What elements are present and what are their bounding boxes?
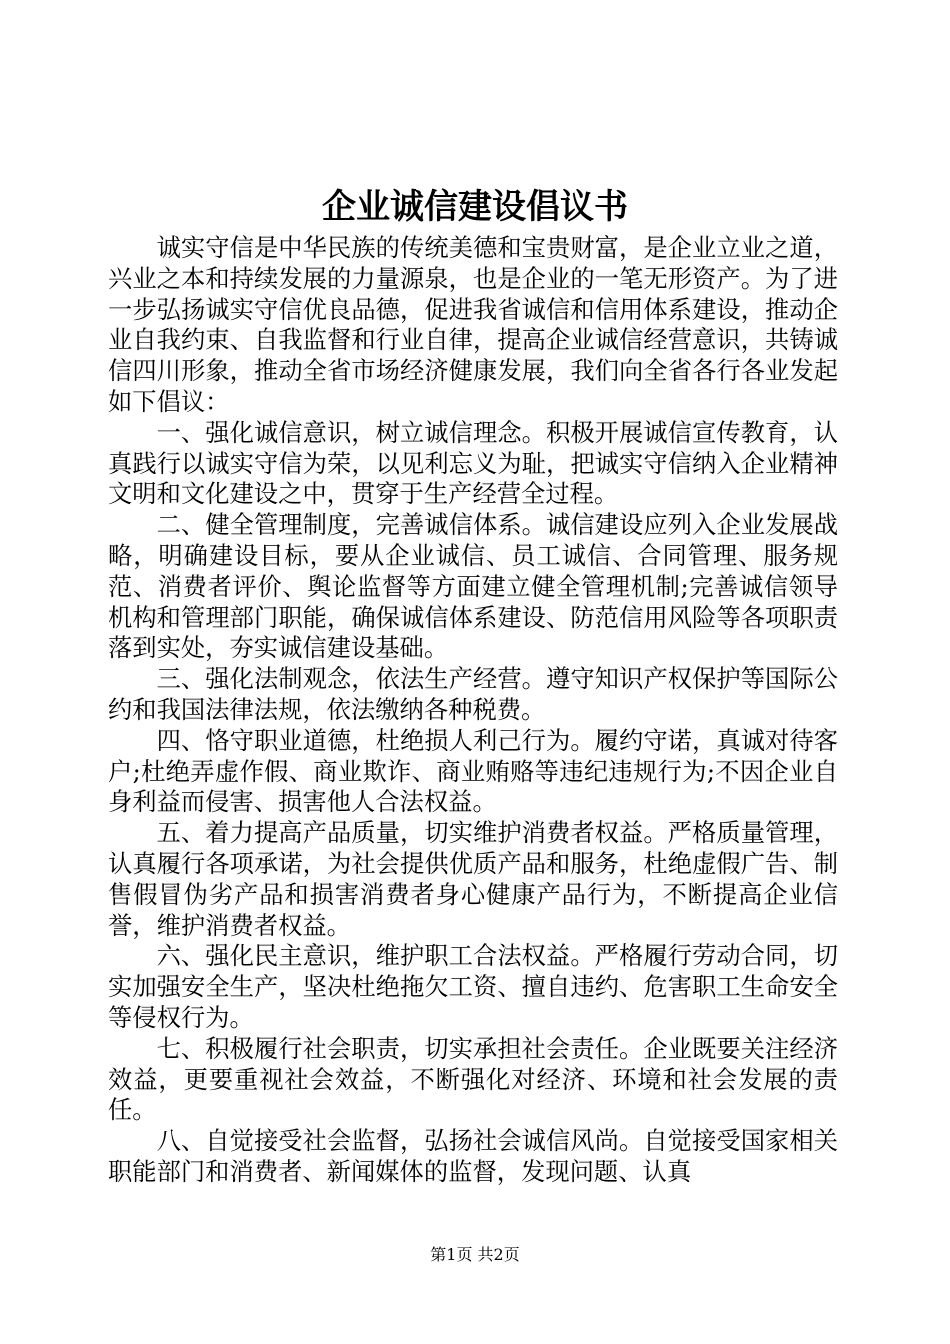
- proposal-paragraph-7: 七、积极履行社会职责，切实承担社会责任。企业既要关注经济效益，更要重视社会效益，不断强化对经济、环境和社会发展的责任。: [108, 1033, 838, 1125]
- proposal-paragraph-8: 八、自觉接受社会监督，弘扬社会诚信风尚。自觉接受国家相关职能部门和消费者、新闻媒体的监督，发现问题、认真: [108, 1126, 838, 1186]
- document-title: 企业诚信建设倡议书: [322, 187, 628, 227]
- document-body: [108, 233, 838, 1188]
- proposal-paragraph-6: 六、强化民主意识，维护职工合法权益。严格履行劳动合同，切实加强安全生产，坚决杜绝拖欠工资、擅自违约、危害职工生命安全等侵权行为。: [108, 941, 838, 1032]
- proposal-paragraph-5: 五、着力提高产品质量，切实维护消费者权益。严格质量管理，认真履行各项承诺，为社会提供优质产品和服务，杜绝虚假广告、制售假冒伪劣产品和损害消费者身心健康产品行为，不断提高企业信誉，维护消费者权益。: [108, 818, 838, 940]
- intro-paragraph: 诚实守信是中华民族的传统美德和宝贵财富，是企业立业之道，兴业之本和持续发展的力量源泉，也是企业的一笔无形资产。为了进一步弘扬诚实守信优良品德，促进我省诚信和信用体系建设，推动企业自我约束、自我监督和行业自律，提高企业诚信经营意识，共铸诚信四川形象，推动全省市场经济健康发展，我们向全省各行各业发起如下倡议：: [108, 233, 838, 416]
- proposal-paragraph-3: 三、强化法制观念，依法生产经营。遵守知识产权保护等国际公约和我国法律法规，依法缴纳各种税费。: [108, 664, 838, 724]
- proposal-paragraph-2: 二、健全管理制度，完善诚信体系。诚信建设应列入企业发展战略，明确建设目标，要从企业诚信、员工诚信、合同管理、服务规范、消费者评价、舆论监督等方面建立健全管理机制;完善诚信领导机构和管理部门职能，确保诚信体系建设、防范信用风险等各项职责落到实处，夯实诚信建设基础。: [108, 510, 838, 663]
- proposal-paragraph-4: 四、恪守职业道德，杜绝损人利己行为。履约守诺，真诚对待客户;杜绝弄虚作假、商业欺诈、商业贿赂等违纪违规行为;不因企业自身利益而侵害、损害他人合法权益。: [108, 725, 838, 817]
- page-number-footer: 第1页 共2页: [430, 1245, 520, 1264]
- proposal-paragraph-1: 一、强化诚信意识，树立诚信理念。积极开展诚信宣传教育，认真践行以诚实守信为荣，以见利忘义为耻，把诚实守信纳入企业精神文明和文化建设之中，贯穿于生产经营全过程。: [108, 417, 838, 509]
